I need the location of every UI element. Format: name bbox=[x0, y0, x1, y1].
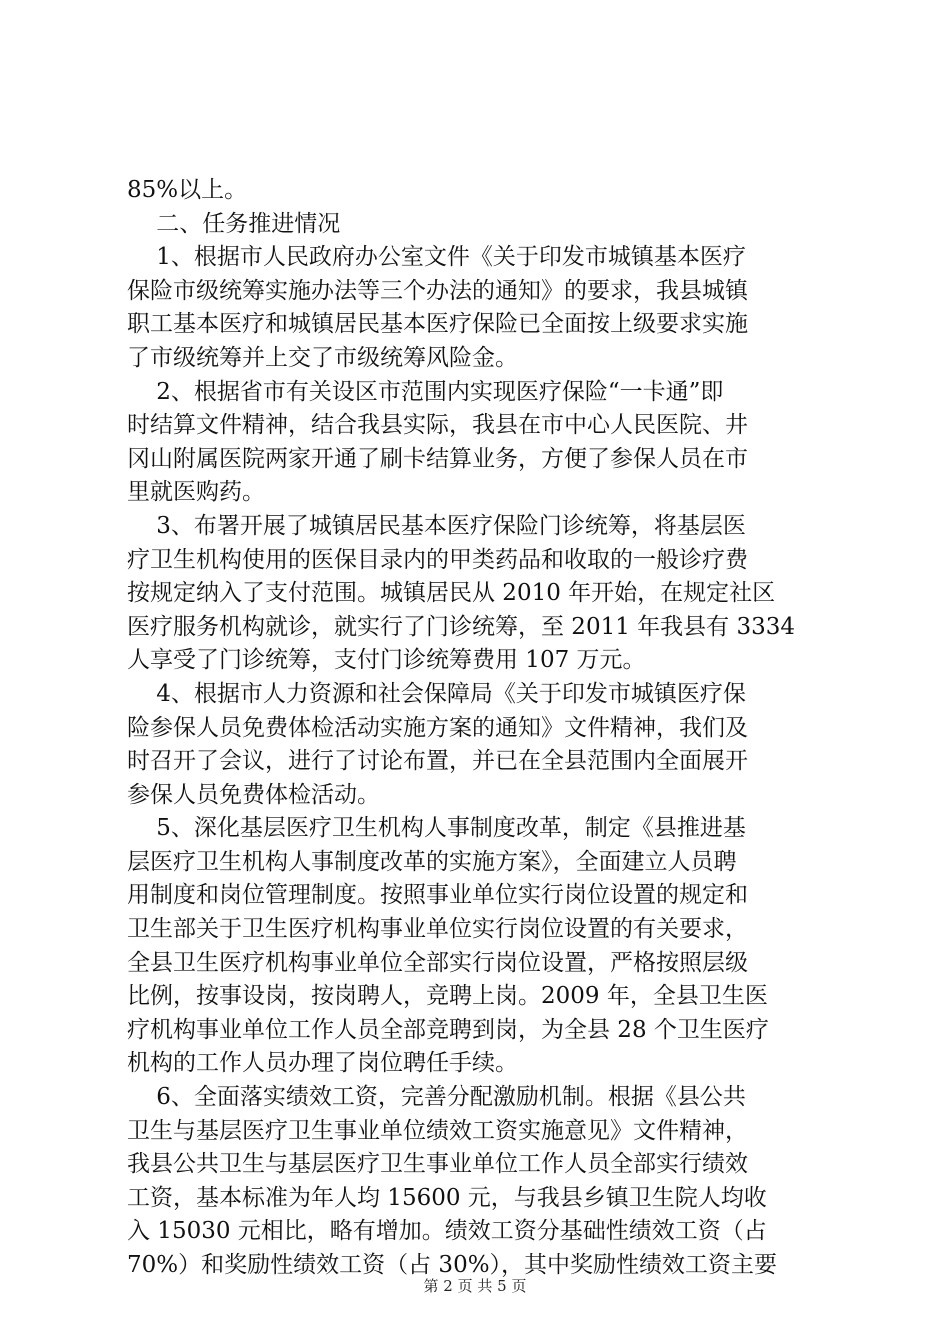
text-line: 3、布署开展了城镇居民基本医疗保险门诊统筹，将基层医 bbox=[127, 512, 746, 539]
text-line: 参保人员免费体检活动。 bbox=[127, 781, 380, 808]
document-body bbox=[127, 174, 832, 1283]
text-line: 卫生与基层医疗卫生事业单位绩效工资实施意见》文件精神， bbox=[127, 1117, 748, 1144]
text-line: 了市级统筹并上交了市级统筹风险金。 bbox=[127, 344, 518, 371]
text-line: 用制度和岗位管理制度。按照事业单位实行岗位设置的规定和 bbox=[127, 882, 748, 909]
text-line: 医疗服务机构就诊，就实行了门诊统筹，至 2011 年我县有 3334 bbox=[127, 613, 795, 640]
section-heading: 二、任务推进情况 bbox=[127, 210, 341, 237]
text-line: 时召开了会议，进行了讨论布置，并已在全县范围内全面展开 bbox=[127, 748, 748, 775]
text-line: 5、深化基层医疗卫生机构人事制度改革，制定《县推进基 bbox=[127, 815, 746, 842]
text-line: 层医疗卫生机构人事制度改革的实施方案》，全面建立人员聘 bbox=[127, 848, 737, 875]
text-line: 时结算文件精神，结合我县实际，我县在市中心人民医院、井 bbox=[127, 412, 748, 439]
text-line: 工资，基本标准为年人均 15600 元，与我县乡镇卫生院人均收 bbox=[127, 1184, 767, 1211]
text-line: 比例，按事设岗，按岗聘人，竞聘上岗。2009 年，全县卫生医 bbox=[127, 983, 768, 1010]
text-line: 职工基本医疗和城镇居民基本医疗保险已全面按上级要求实施 bbox=[127, 311, 748, 338]
text-line: 冈山附属医院两家开通了刷卡结算业务，方便了参保人员在市 bbox=[127, 445, 748, 472]
text-line: 2、根据省市有关设区市范围内实现医疗保险“一卡通”即 bbox=[127, 378, 724, 405]
text-line: 入 15030 元相比，略有增加。绩效工资分基础性绩效工资（占 bbox=[127, 1218, 767, 1245]
text-line: 85%以上。 bbox=[127, 177, 248, 203]
text-line: 保险市级统筹实施办法等三个办法的通知》的要求，我县城镇 bbox=[127, 277, 748, 304]
text-line: 1、根据市人民政府办公室文件《关于印发市城镇基本医疗 bbox=[127, 244, 746, 271]
text-line: 险参保人员免费体检活动实施方案的通知》文件精神，我们及 bbox=[127, 714, 748, 741]
text-line: 我县公共卫生与基层医疗卫生事业单位工作人员全部实行绩效 bbox=[127, 1151, 748, 1178]
text-line: 按规定纳入了支付范围。城镇居民从 2010 年开始，在规定社区 bbox=[127, 580, 776, 607]
text-line: 6、全面落实绩效工资，完善分配激励机制。根据《县公共 bbox=[127, 1084, 746, 1111]
text-line: 70%）和奖励性绩效工资（占 30%），其中奖励性绩效工资主要 bbox=[127, 1252, 778, 1278]
text-line: 疗机构事业单位工作人员全部竞聘到岗，为全县 28 个卫生医疗 bbox=[127, 1016, 769, 1043]
text-line: 卫生部关于卫生医疗机构事业单位实行岗位设置的有关要求， bbox=[127, 916, 748, 943]
text-line: 全县卫生医疗机构事业单位全部实行岗位设置，严格按照层级 bbox=[127, 949, 748, 976]
text-line: 4、根据市人力资源和社会保障局《关于印发市城镇医疗保 bbox=[127, 680, 746, 707]
text-line: 里就医购药。 bbox=[127, 479, 265, 506]
text-line: 人享受了门诊统筹，支付门诊统筹费用 107 万元。 bbox=[127, 647, 646, 674]
text-line: 疗卫生机构使用的医保目录内的甲类药品和收取的一般诊疗费 bbox=[127, 546, 748, 573]
page-number-footer: 第 2 页 共 5 页 bbox=[423, 1277, 527, 1295]
text-line: 机构的工作人员办理了岗位聘任手续。 bbox=[127, 1050, 518, 1077]
